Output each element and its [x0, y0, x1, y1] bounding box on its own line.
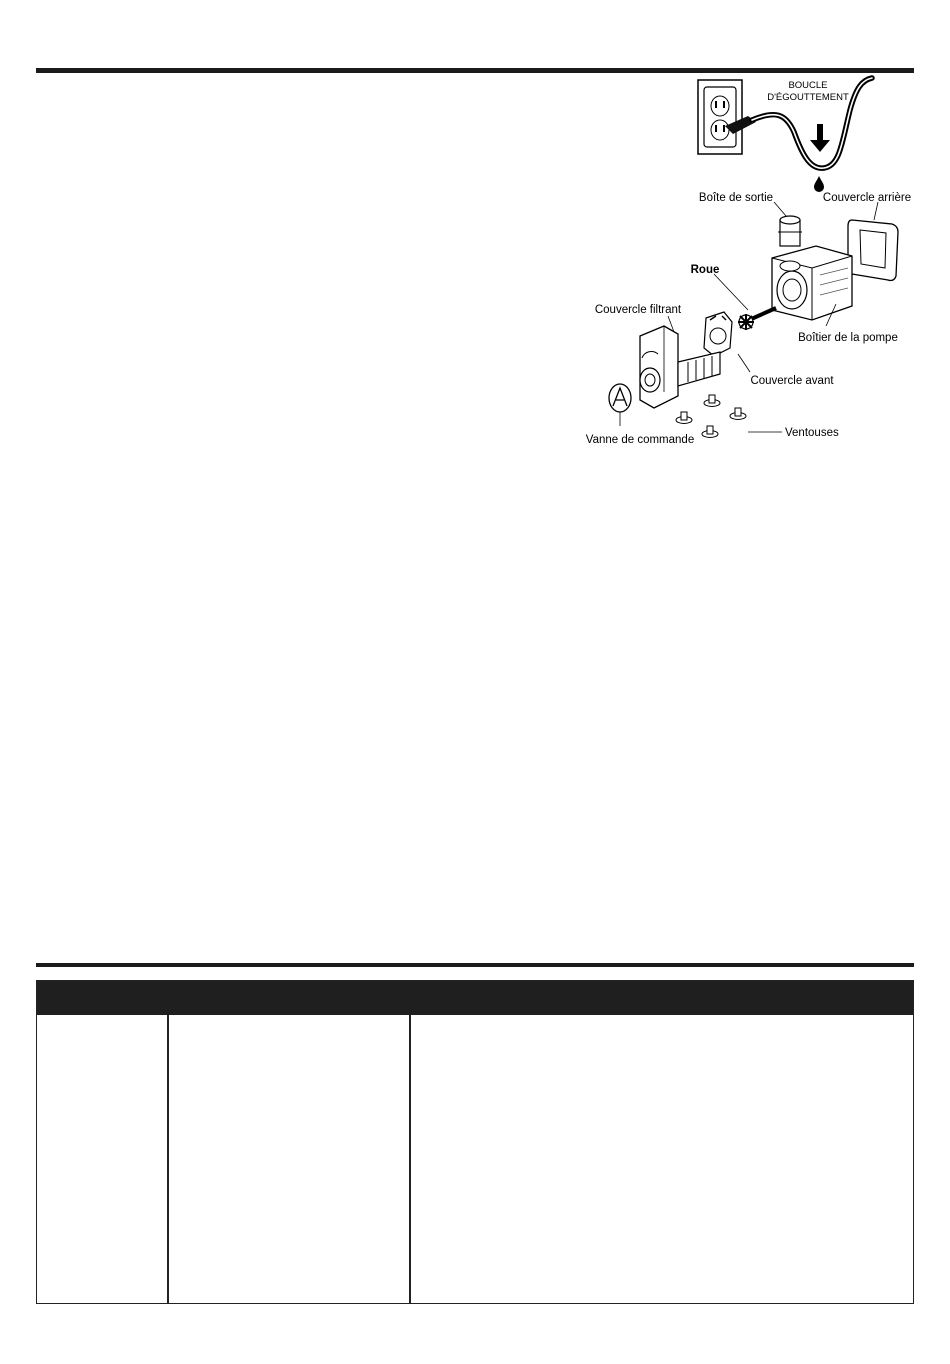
water-drop-icon [814, 176, 824, 192]
suction-cups-label: Ventouses [785, 427, 839, 439]
front-cover-label: Couvercle avant [750, 375, 834, 387]
outlet-box-part [778, 216, 802, 246]
bottom-section-rule [36, 963, 914, 967]
control-valve-label: Vanne de commande [585, 434, 695, 446]
front-cover-part [704, 312, 732, 356]
outlet-box-label: Boîte de sortie [698, 192, 774, 204]
back-cover-label: Couvercle arrière [822, 192, 912, 204]
drip-loop-label-line1: BOUCLE [788, 80, 828, 91]
table-header-bar [37, 981, 913, 1015]
filter-cover-label: Couvercle filtrant [594, 304, 682, 316]
column-divider [167, 1015, 169, 1303]
pump-exploded-diagram [580, 70, 920, 460]
wall-outlet-icon [698, 80, 742, 154]
impeller-part [738, 308, 776, 330]
column-divider [409, 1015, 411, 1303]
drip-loop-label-line2: D'ÉGOUTTEMENT [767, 92, 849, 103]
control-valve-part [609, 384, 631, 426]
drip-arrow-icon [810, 124, 830, 152]
table-body [37, 1015, 913, 1303]
suction-cups-part [676, 395, 746, 438]
impeller-label: Roue [690, 264, 720, 276]
leader-lines [668, 202, 878, 432]
pump-housing-label: Boîtier de la pompe [798, 332, 898, 344]
back-cover-part [848, 220, 898, 281]
pump-housing-part [772, 246, 852, 320]
troubleshooting-table [36, 980, 914, 1304]
